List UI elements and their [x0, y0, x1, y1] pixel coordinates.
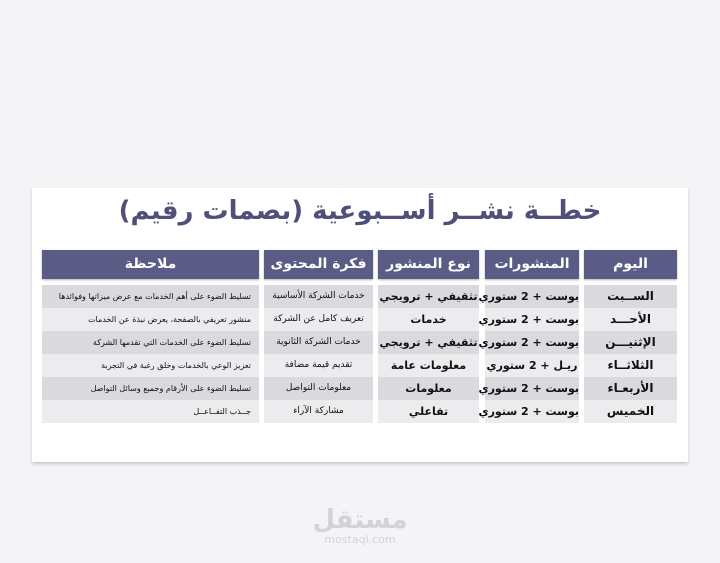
- column-posts: [478, 250, 579, 423]
- cell-content-idea: معلومات التواصل: [264, 377, 373, 400]
- cell-content-idea: تعريف كامل عن الشركة: [264, 308, 373, 331]
- cell-post-type: تثقيفي + ترويجي: [378, 285, 479, 308]
- cell-posts: بوست + 2 ستوري: [485, 377, 579, 400]
- cell-note: تسليط الضوء على الخدمات التي تقدمها الشركة: [42, 331, 259, 354]
- cell-posts: بوست + 2 ستوري: [485, 308, 579, 331]
- cell-content-idea: مشاركة الآراء: [264, 400, 373, 423]
- weekly-plan-card: [32, 188, 688, 462]
- cell-posts: بوست + 2 ستوري: [485, 400, 579, 423]
- cell-content-idea: خدمات الشركة الأساسية: [264, 285, 373, 308]
- cell-content-idea: خدمات الشركة الثانوية: [264, 331, 373, 354]
- column-note: [42, 250, 259, 423]
- cell-day: الثلاثــاء: [584, 354, 677, 377]
- cell-content-idea: تقديم قيمة مضافة: [264, 354, 373, 377]
- header-day: اليوم: [584, 250, 677, 279]
- watermark-logo: [300, 506, 420, 546]
- cell-post-type: تفاعلي: [378, 400, 479, 423]
- plan-title: خطــة نشــر أســبوعية (بصمات رقيم): [118, 196, 602, 226]
- cell-post-type: معلومات: [378, 377, 479, 400]
- cell-post-type: معلومات عامة: [378, 354, 479, 377]
- watermark-latin: mostaql.com: [324, 533, 396, 546]
- cell-posts: ريـل + 2 ستوري: [485, 354, 579, 377]
- cell-note: تسليط الضوء على الأرقام وجميع وسائل التواصل: [42, 377, 259, 400]
- column-post-type: [378, 250, 479, 423]
- watermark-arabic: مستقل: [312, 505, 408, 535]
- cell-note: جــذب التفــاعــل: [42, 400, 259, 423]
- cell-posts: بوست + 2 ستوري: [485, 285, 579, 308]
- cell-day: الســبت: [584, 285, 677, 308]
- cell-day: الأربعـاء: [584, 377, 677, 400]
- column-content-idea: [264, 250, 373, 423]
- cell-note: تعزيز الوعي بالخدمات وخلق رغبة في التجربة: [42, 354, 259, 377]
- cell-post-type: خدمات: [378, 308, 479, 331]
- header-note: ملاحظة: [42, 250, 259, 279]
- cell-day: الإثنيـــن: [584, 331, 677, 354]
- header-content-idea: فكرة المحتوى: [264, 250, 373, 279]
- header-post-type: نوع المنشور: [378, 250, 479, 279]
- column-day: [584, 250, 677, 423]
- cell-day: الخميس: [584, 400, 677, 423]
- cell-day: الأحـــد: [584, 308, 677, 331]
- cell-note: منشور تعريفي بالصفحة، يعرض نبذة عن الخدمات: [42, 308, 259, 331]
- cell-posts: بوست + 2 ستوري: [485, 331, 579, 354]
- cell-post-type: تثقيفي + ترويجي: [378, 331, 479, 354]
- cell-note: تسليط الضوء على أهم الخدمات مع عرض ميزاتها وفوائدها: [42, 285, 259, 308]
- header-posts: المنشورات: [485, 250, 579, 279]
